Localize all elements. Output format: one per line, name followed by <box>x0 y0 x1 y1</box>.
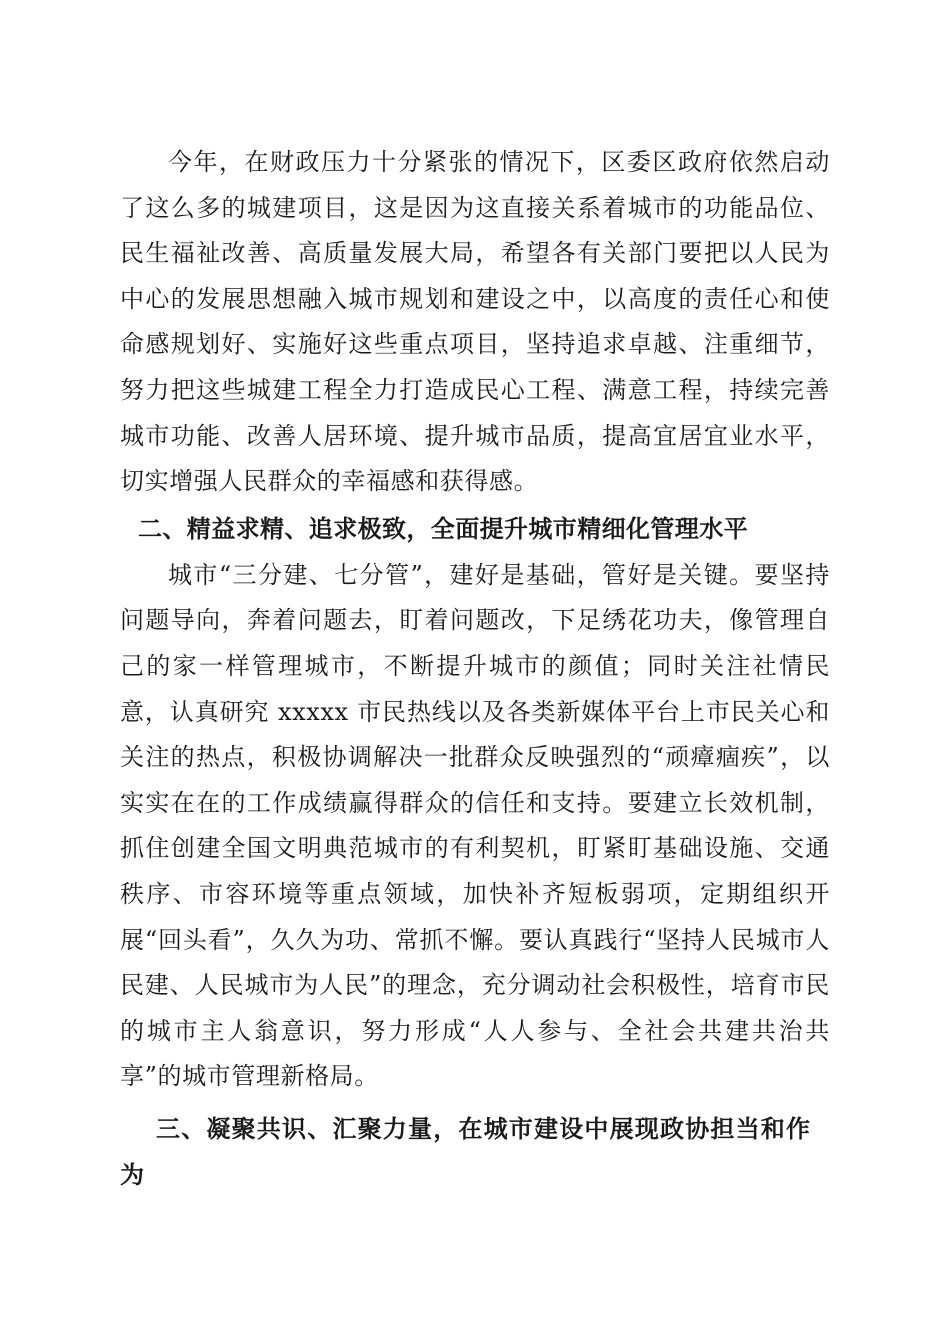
section-heading-3: 三、凝聚共识、汇聚力量，在城市建设中展现政协担当和作为 <box>120 1114 812 1189</box>
section-heading-2: 二、精益求精、追求极致，全面提升城市精细化管理水平 <box>138 514 748 543</box>
paragraph-city-management: 城市“三分建、七分管”，建好是基础，管好是关键。要坚持问题导向，奔着问题去，盯着问题改，下足绣花功夫，像管理自己的家一样管理城市，不断提升城市的颜值；同时关注社情民意，认真研究 xxxxx 市民热线以及各类新媒体平台上市民关心和关注的热点，积极协调解决一批群众反映强烈的“顽瘴痼疾”，以实实在在的工作成绩赢得群众的信任和支持。要建立长效机制，抓住创建全国文明典范城市的有利契机，盯紧盯基础设施、交通秩序、市容环境等重点领域，加快补齐短板弱项，定期组织开展“回头看”，久久为功、常抓不懈。要认真践行“坚持人民城市人民建、人民城市为人民”的理念，充分调动社会积极性，培育市民的城市主人翁意识，努力形成“人人参与、全社会共建共治共享”的城市管理新格局。 <box>120 560 830 1091</box>
document-body <box>120 140 830 1198</box>
paragraph-city-projects: 今年，在财政压力十分紧张的情况下，区委区政府依然启动了这么多的城建项目，这是因为这直接关系着城市的功能品位、民生福祉改善、高质量发展大局，希望各有关部门要把以人民为中心的发展思想融入城市规划和建设之中，以高度的责任心和使命感规划好、实施好这些重点项目，坚持追求卓越、注重细节，努力把这些城建工程全力打造成民心工程、满意工程，持续完善城市功能、改善人居环境、提升城市品质，提高宜居宜业水平，切实增强人民群众的幸福感和获得感。 <box>120 148 830 496</box>
